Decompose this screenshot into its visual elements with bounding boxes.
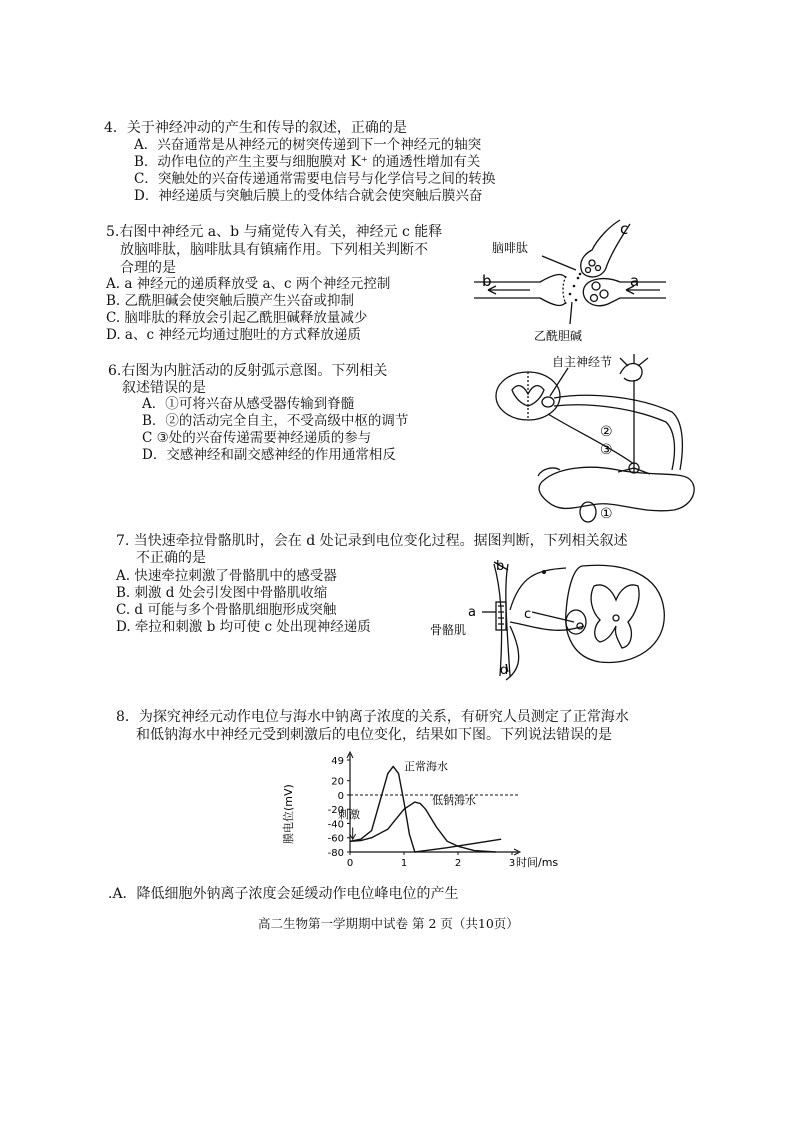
chart-ytick-label-6: -80 xyxy=(327,848,344,859)
q7-label-c: c xyxy=(524,607,532,622)
chart-xtick-label-2: 2 xyxy=(454,858,462,869)
q6-option-b: B．②的活动完全自主，不受高级中枢的调节 xyxy=(142,413,409,429)
chart-xtick-label-1: 1 xyxy=(400,858,408,869)
chart-xtick-label-3: 3 xyxy=(508,858,516,869)
q8-stem-line-2: 和低钠海水中神经元受到刺激后的电位变化，结果如下图。下列说法错误的是 xyxy=(136,727,612,743)
q5-label-acetylcholine: 乙酰胆碱 xyxy=(534,329,583,343)
q7-label-muscle: 骨骼肌 xyxy=(430,623,467,637)
chart-ytick-label-1: 20 xyxy=(331,776,344,788)
q5-option-c: C. 脑啡肽的释放会引起乙酰胆碱释放量减少 xyxy=(106,310,368,326)
chart-stimulus-label: 刺激 xyxy=(338,808,360,821)
q6-label-ganglion: 自主神经节 xyxy=(552,355,613,369)
q4-option-d: D．神经递质与突触后膜上的受体结合就会使突触后膜兴奋 xyxy=(134,188,483,204)
chart-series-label-lowna: 低钠海水 xyxy=(432,794,476,807)
q7-stem-line-1: 7. 当快速牵拉骨骼肌时，会在 d 处记录到电位变化过程。据图判断，下列相关叙述 xyxy=(116,533,628,549)
q6-label-2: ② xyxy=(600,424,613,440)
q7-label-b: b xyxy=(496,559,505,574)
q8-membrane-potential-chart xyxy=(280,748,559,878)
q5-stem-line-2: 放脑啡肽，脑啡肽具有镇痛作用。下列相关判断不 xyxy=(120,242,428,258)
chart-xtick-label-0: 0 xyxy=(346,858,354,869)
q5-label-b: b xyxy=(482,272,492,290)
q5-label-enkephalin: 脑啡肽 xyxy=(492,241,529,255)
chart-series-line-1 xyxy=(350,802,496,852)
q6-stem-line-1: 6.右图为内脏活动的反射弧示意图。下列相关 xyxy=(108,363,388,379)
chart-series-label-normal: 正常海水 xyxy=(404,760,448,773)
q5-label-c: c xyxy=(620,220,629,238)
q5-stem-line-1: 5.右图中神经元 a、b 与痛觉传入有关，神经元 c 能释 xyxy=(106,224,443,240)
q7-option-d: D. 牵拉和刺激 b 均可使 c 处出现神经递质 xyxy=(116,619,371,635)
q5-option-a: A. a 神经元的递质释放受 a、c 两个神经元控制 xyxy=(106,276,391,292)
q5-option-d: D. a、c 神经元均通过胞吐的方式释放递质 xyxy=(106,327,361,343)
chart-ytick-label-2: 0 xyxy=(337,790,344,802)
q8-stem-line-1: 8．为探究神经元动作电位与海水中钠离子浓度的关系，有研究人员测定了正常海水 xyxy=(116,709,629,725)
q6-reflex-arc-diagram xyxy=(488,352,708,532)
q6-option-d: D．交感神经和副交感神经的作用通常相反 xyxy=(142,447,396,463)
q6-option-a: A．①可将兴奋从感受器传输到脊髓 xyxy=(142,396,355,412)
q6-stem-line-2: 叙述错误的是 xyxy=(122,380,206,396)
q4-stem: 4．关于神经冲动的产生和传导的叙述，正确的是 xyxy=(104,120,407,136)
chart-ytick-label-3: -20 xyxy=(327,805,344,817)
chart-ylabel: 膜电位(mV) xyxy=(282,784,295,844)
q7-option-c: C. d 可能与多个骨骼肌细胞形成突触 xyxy=(116,602,337,618)
chart-xlabel: 时间/ms xyxy=(516,856,559,869)
q6-label-3: ③ xyxy=(600,442,613,458)
chart-ytick-label-0: 49 xyxy=(331,756,344,767)
q6-option-c: C ③处的兴奋传递需要神经递质的参与 xyxy=(142,430,372,446)
page-footer: 高二生物第一学期期中试卷 第 2 页（共10页） xyxy=(258,916,519,931)
chart-ytick-label-4: -40 xyxy=(327,819,344,831)
q7-stretch-reflex-diagram xyxy=(424,556,674,686)
q5-label-a: a xyxy=(630,272,640,290)
q7-option-a: A. 快速牵拉刺激了骨骼肌中的感受器 xyxy=(116,568,337,584)
q4-option-b: B．动作电位的产生主要与细胞膜对 K⁺ 的通透性增加有关 xyxy=(134,154,481,170)
q6-label-1: ① xyxy=(600,506,613,522)
q7-stem-line-2: 不正确的是 xyxy=(136,550,206,566)
q8-option-a: .A．降低细胞外钠离子浓度会延缓动作电位峰电位的产生 xyxy=(108,886,459,902)
q7-option-b: B. 刺激 d 处会引发图中骨骼肌收缩 xyxy=(116,585,328,601)
q4-option-c: C．突触处的兴奋传递通常需要电信号与化学信号之间的转换 xyxy=(134,171,496,187)
q5-synapse-diagram xyxy=(470,216,670,346)
q5-stem-line-3: 合理的是 xyxy=(120,260,176,276)
chart-ytick-label-5: -60 xyxy=(327,833,344,845)
q4-option-a: A．兴奋通常是从神经元的树突传递到下一个神经元的轴突 xyxy=(134,137,482,153)
q7-label-a: a xyxy=(468,605,476,620)
q5-option-b: B. 乙酰胆碱会使突触后膜产生兴奋或抑制 xyxy=(106,293,355,309)
q7-label-d: d xyxy=(500,663,509,678)
